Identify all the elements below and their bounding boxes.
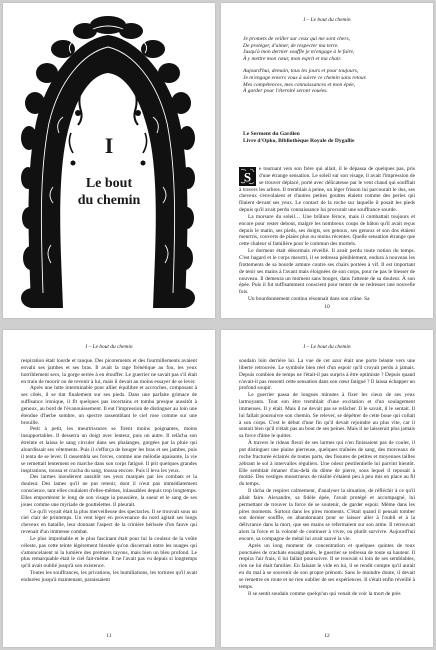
attribution-title: Le Serment du Gardien [243,131,300,137]
paragraph: soudain loin derrière lui. La vue de cet azur était une porte béante vers une liberté retrouvée. Le symbole bien réel d'un espoir qu'il croyait perdu à jamais. Depuis combien de temps ne l'était-il pas surpris à être optimiste ? Depuis quand n'avait-il pas ressenti cette sensation dans son cœur fatigué ? Il laissa échapper un profond soupir. [239,358,415,392]
paragraph: Après un long moment de concentration et quelques quintes de toux ponctuées de crachats ensanglantés, le guerrier se redressa de toute sa hauteur. Il respira l'air frais, il lui fallait poursuivre. Il se trouvait si loin de ses semblables, rien ne lui était familier. En faisant le vide en lui, il se rendit compte qu'il aurait eu du mal à se souvenir de son propre prénom. Sans le moindre doute, il devait se remettre en route et ne rien oublier de ses expériences. Il s'était enfin réveillé à temps. [239,542,415,590]
paragraph: Le plus improbable et le plus fascinant était pour lui la couleur de la voûte céleste, pas cette teinte légèrement bleutée qu'on discernait entre les nuages qui s'amoncelaient ni la lumière des premiers rayons, mais bien un bleu profond. Le plus remarquable était le ciel fait-même. Il ne l'avait pas vu depuis si longtemps qu'il avait oublié jusqu'à son existence. [21,535,197,570]
paragraph: Il se sentit soudain comme quelqu'un qui venait de voir la mort de près [248,590,401,597]
drop-cap-ornament [239,167,256,186]
drop-cap-letter: S [243,169,252,185]
chapter-title [3,175,215,209]
oath-line: Jusqu'à mon dernier souffle je m'engage à le faire, [243,49,355,56]
paragraph: Le dormeur était désormais réveillé. Il avait perdu toute notion du temps. C'est hagard et le corps meurtri, il se redressa péniblement, endura à nouveau les frottements de sa bourde armure contre ses chairs portées à vif. Il est important de tenir ses mains à l'avant mais éloignées de son corps, pour ne pas le blesser de nouveau. Il demeura un moment sans bouger, dans l'attente de sa douleur. À son épée. Puis il fut suffisamment conscient pour tenter de se redresser une nouvelle fois. [239,248,415,296]
paragraph: Le guerrier passa de longues minutes à fixer les cieux de ses yeux larmoyants. Tout son être tremblait d'une excitation et d'un soulagement immenses. Il y était. Mais il ne devait pas se relâcher. Il le savait, il le sentait. Il lui fallait poursuivre son chemin. Se relever, se dépêtrer de cette boue qui collait à son corps. C'est le début d'une fin qu'il devait rejoindre au plus vite, car il sentait bien qu'il n'était pas au bout de ses peines. Mais il ne laisserait plus jamais sa force d'âme le quitter. [239,392,415,440]
paragraph: À travers le rideau fleuri de ses larmes qui n'en finissaient pas de couler, il put distinguer une plaine pierreuse, quelques traînées de sang, des morceaux de roche fracturée éclairés de toutes parts, des fissures de petites et moyennes tailles zébrant le sol à intervalles réguliers. Une odeur pestilentielle lui parvint bientôt. Elle semblait émaner d'au-delà du dôme de pierre, sous lequel il reposait à moitié. Des vestiges monstrueux de réalité s'étaient peu à peu mis en place au fil du temps. [239,440,415,488]
chapter-opening-text [239,166,415,303]
paragraph: Toutes les souffrances, les privations, les humiliations, les tortures qu'il avait endurées jusqu'à maintenant, paraissaient [21,570,197,583]
page-number: 11 [106,633,112,639]
paragraph: Petit à petit, les meurtrissures se firent moins poignantes, moins insupportables. Il desserra un doigt avec lenteur, puis un autre. Il relâcha son étreinte et laissa le sang circuler dans ses phalanges, gorgées par la pluie qui alourdissait ses vêtements. Puis il s'efforça de bouger les bras et ses jambes, puis il tenta de se lever. Il rassembla ses forces, comme une mélodie apaisante, la vie se remettait lentement en marche dans son corps fatigué. Il prit quelques grandes inspirations, toussa et cracha du sang, toussa encore. Puis il leva les yeux. [21,426,197,474]
paragraph: e tournant vers son frère qui allait, il le dépassa de quelques pas, pris d'une étrange sensation. Le soleil sur son visage, il avait l'impression de se trouver déplacé, porté avec délicatesse par le vent chaud qui soufflait à travers les arbres. Il tremblait à peine, un léger frisson lui parcourait le dos, ses cheveux s'envolaient et d'autres petites gouttes étaient comme des perles qui filaient devant ses yeux. Le contact de la roche sur laquelle il posait les pieds depuis qu'il avait perdu connaissance lui procurait une souffrance sourde. [239,166,415,214]
body-text [239,358,415,628]
paragraph: Un bourdonnement continu résonnait dans son crâne. Sa [248,296,370,303]
running-head: I – Le bout du chemin [303,344,351,350]
page-9-chapter-opener [3,3,215,318]
chapter-title-line-1: Le bout [85,176,133,191]
chapter-number: I [104,133,114,158]
paragraph: Ce qu'il voyait était la plus merveilleuse des spectacles. Il se trouvait sous un ciel clair de printemps. Un vent léger en provenance du nord agitait ses longs cheveux en bataille, leur donnant l'aspect de la crinière hérissée d'un fauve qui revenait d'un immense combat. [21,508,197,536]
page-11 [3,330,215,647]
oath-epigraph [243,36,415,101]
paragraph: La morsure du soleil… Une brûlure féroce, mais il combattait toujours et encore pour rester debout, malgré les nombreux coups de bâton qu'il avait reçus depuis le matin, ses pieds, ses doigts, ses genoux, ses genoux et son dos étaient meurtris, couverts de plaies plus ou moins récentes. Quelle sensation étrange que cette chaleur si familière pour le commun des mortels. [239,213,415,248]
page-10 [221,3,433,318]
running-head: I – Le bout du chemin [85,344,133,350]
attribution-source: Livre d'Opko, Bibliothèque Royale de Dygallie [243,138,355,144]
oath-stanza-2 [243,68,415,94]
oath-line: À garder pour l'éternité seront vouées. [243,88,328,95]
oath-line: Aujourd'hui, demain, tous les jours et pour toujours, [243,68,359,75]
paragraph: Des larmes inondèrent aussitôt ses yeux marqués par les combats et la douleur. Des lames qu'il ne put retenir, dont il n'eut pas immédiatement conscience, tant elles coulaient d'elles-mêmes, inlassables depuis trop longtemps. Elles emportèrent le long de son visage la poussière, la sueur et le sang de ses joues comme une myriade de gouttelettes. Il pleurait. [21,474,197,508]
page-number: 10 [324,304,330,310]
page-12 [221,330,433,647]
oath-line: De protéger, d'aimer, de respecter ma terre. [243,42,339,49]
oath-line: À y mettre mon cœur, mon esprit et ma chair. [243,55,342,62]
oath-line: Mes compétences, mes connaissances et mon épée, [243,81,356,88]
oath-line: Je promets de veiller sur ceux qui me sont chers, [243,36,351,42]
running-head: I – Le bout du chemin [303,17,351,23]
epigraph-attribution [243,131,415,145]
paragraph: Il tâcha de respirer calmement, d'analyser la situation, de réfléchir à ce qu'il allait faire. Alexandre, sa fidèle épée, l'avait protégé et accompagné, lui permettant de trouver la force de se soutenir, de garder espoir. Même dans les pires moments. Surtout dans les pires moments. C'était quand il pensait tomber son dernier souffle, en abandonnant pour se laisser aller à l'oubli et à la délivrance dans la mort, que ses mains se refermaient sur son arme. Il retrouvait alors la force et la volonté de continuer à vivre, ou plutôt survivre. Aujourd'hui encore, sa compagne de métal lui avait sauvé la vie. [239,488,415,542]
paragraph: respiration était lourde et rauque. Des picotements et des fourmillements avaient envahi ses jambes et ses bras. Il avait la rage frénétique au fou, les yeux horriblement secs, la gorge serrée à en étouffer. Le guerrier ne savait pas s'il était en train de mourir ou de revenir à lui, mais il devait au moins essayer de se lever. [21,358,197,385]
oath-line: Je m'engage envers vous à suivre ce chemin sans retour. [243,74,367,81]
page-number: 12 [324,633,330,639]
ornamental-arch-illustration [23,13,193,308]
body-text [21,358,197,628]
oath-stanza-1 [243,36,415,62]
paragraph: Après une lutte interminable pour allier équilibre et accroches, composant à ses côtés, il se tint finalement sur ses pieds. Dans une parfaite grimace de suffisance ironique, il fit quelques pas incertains et tomba presque aussitôt à genoux, au bord de l'évanouissement. Il eut l'impression de distinguer au loin une étendue d'herbe sombre, un spectre rassemblant le ciel rose comme sur une brouille. [21,385,197,426]
chapter-title-line-2: du chemin [77,193,141,208]
